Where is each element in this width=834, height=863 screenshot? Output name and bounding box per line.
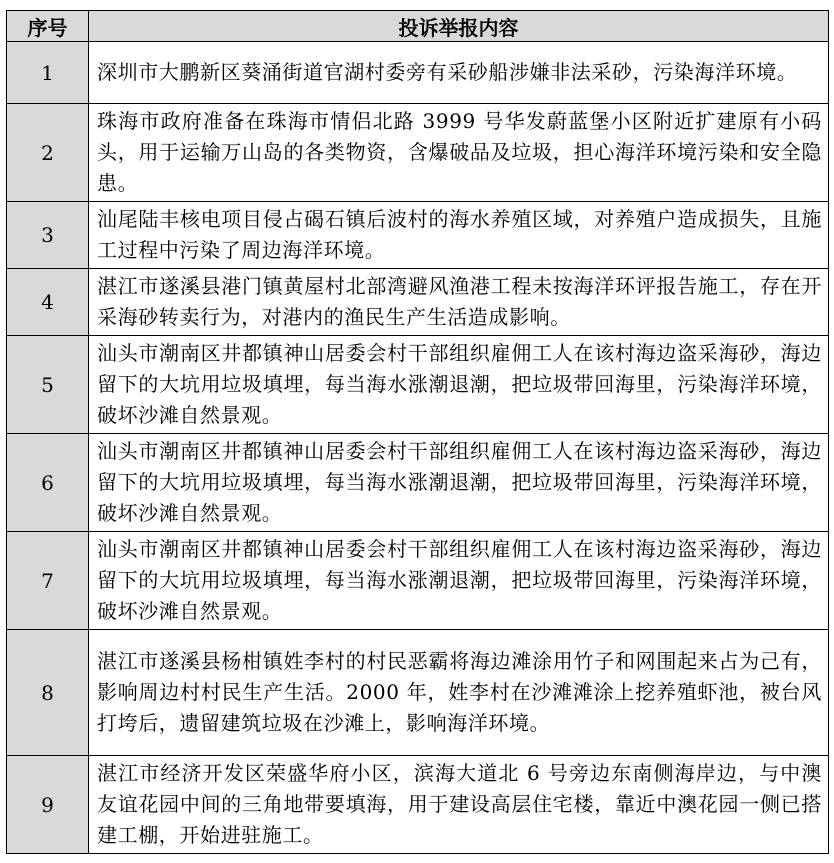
row-content: 汕头市潮南区井都镇神山居委会村干部组织雇佣工人在该村海边盗采海砂，海边留下的大坑用垃圾填埋，每当海水涨潮退潮，把垃圾带回海里，污染海洋环境，破坏沙滩自然景观。 <box>89 532 829 630</box>
header-row <box>7 11 829 42</box>
header-index: 序号 <box>7 11 89 42</box>
table-row <box>7 104 829 202</box>
row-index: 9 <box>7 756 89 854</box>
table-row <box>7 630 829 756</box>
row-index: 2 <box>7 104 89 202</box>
row-content: 汕头市潮南区井都镇神山居委会村干部组织雇佣工人在该村海边盗采海砂，海边留下的大坑用垃圾填埋，每当海水涨潮退潮，把垃圾带回海里，污染海洋环境，破坏沙滩自然景观。 <box>89 336 829 434</box>
row-content: 汕头市潮南区井都镇神山居委会村干部组织雇佣工人在该村海边盗采海砂，海边留下的大坑用垃圾填埋，每当海水涨潮退潮，把垃圾带回海里，污染海洋环境，破坏沙滩自然景观。 <box>89 434 829 532</box>
table-row <box>7 269 829 336</box>
row-index: 4 <box>7 269 89 336</box>
row-content: 湛江市遂溪县杨柑镇姓李村的村民恶霸将海边滩涂用竹子和网围起来占为己有，影响周边村村民生产生活。2000 年，姓李村在沙滩滩涂上挖养殖虾池，被台风打垮后，遗留建筑垃圾在沙滩上，影响海洋环境。 <box>89 630 829 756</box>
row-index: 8 <box>7 630 89 756</box>
complaints-table <box>6 10 829 854</box>
table-row <box>7 756 829 854</box>
row-index: 3 <box>7 202 89 269</box>
row-content: 汕尾陆丰核电项目侵占碣石镇后波村的海水养殖区域，对养殖户造成损失，且施工过程中污染了周边海洋环境。 <box>89 202 829 269</box>
header-content: 投诉举报内容 <box>89 11 829 42</box>
row-index: 7 <box>7 532 89 630</box>
row-index: 6 <box>7 434 89 532</box>
row-content: 珠海市政府准备在珠海市情侣北路 3999 号华发蔚蓝堡小区附近扩建原有小码头，用于运输万山岛的各类物资，含爆破品及垃圾，担心海洋环境污染和安全隐患。 <box>89 104 829 202</box>
row-content: 深圳市大鹏新区葵涌街道官湖村委旁有采砂船涉嫌非法采砂，污染海洋环境。 <box>89 42 829 104</box>
table-row <box>7 42 829 104</box>
row-index: 1 <box>7 42 89 104</box>
row-index: 5 <box>7 336 89 434</box>
table-row <box>7 336 829 434</box>
table-row <box>7 434 829 532</box>
table-row <box>7 532 829 630</box>
table-row <box>7 202 829 269</box>
row-content: 湛江市遂溪县港门镇黄屋村北部湾避风渔港工程未按海洋环评报告施工，存在开采海砂转卖行为，对港内的渔民生产生活造成影响。 <box>89 269 829 336</box>
row-content: 湛江市经济开发区荣盛华府小区，滨海大道北 6 号旁边东南侧海岸边，与中澳友谊花园中间的三角地带要填海，用于建设高层住宅楼，靠近中澳花园一侧已搭建工棚，开始进驻施工。 <box>89 756 829 854</box>
